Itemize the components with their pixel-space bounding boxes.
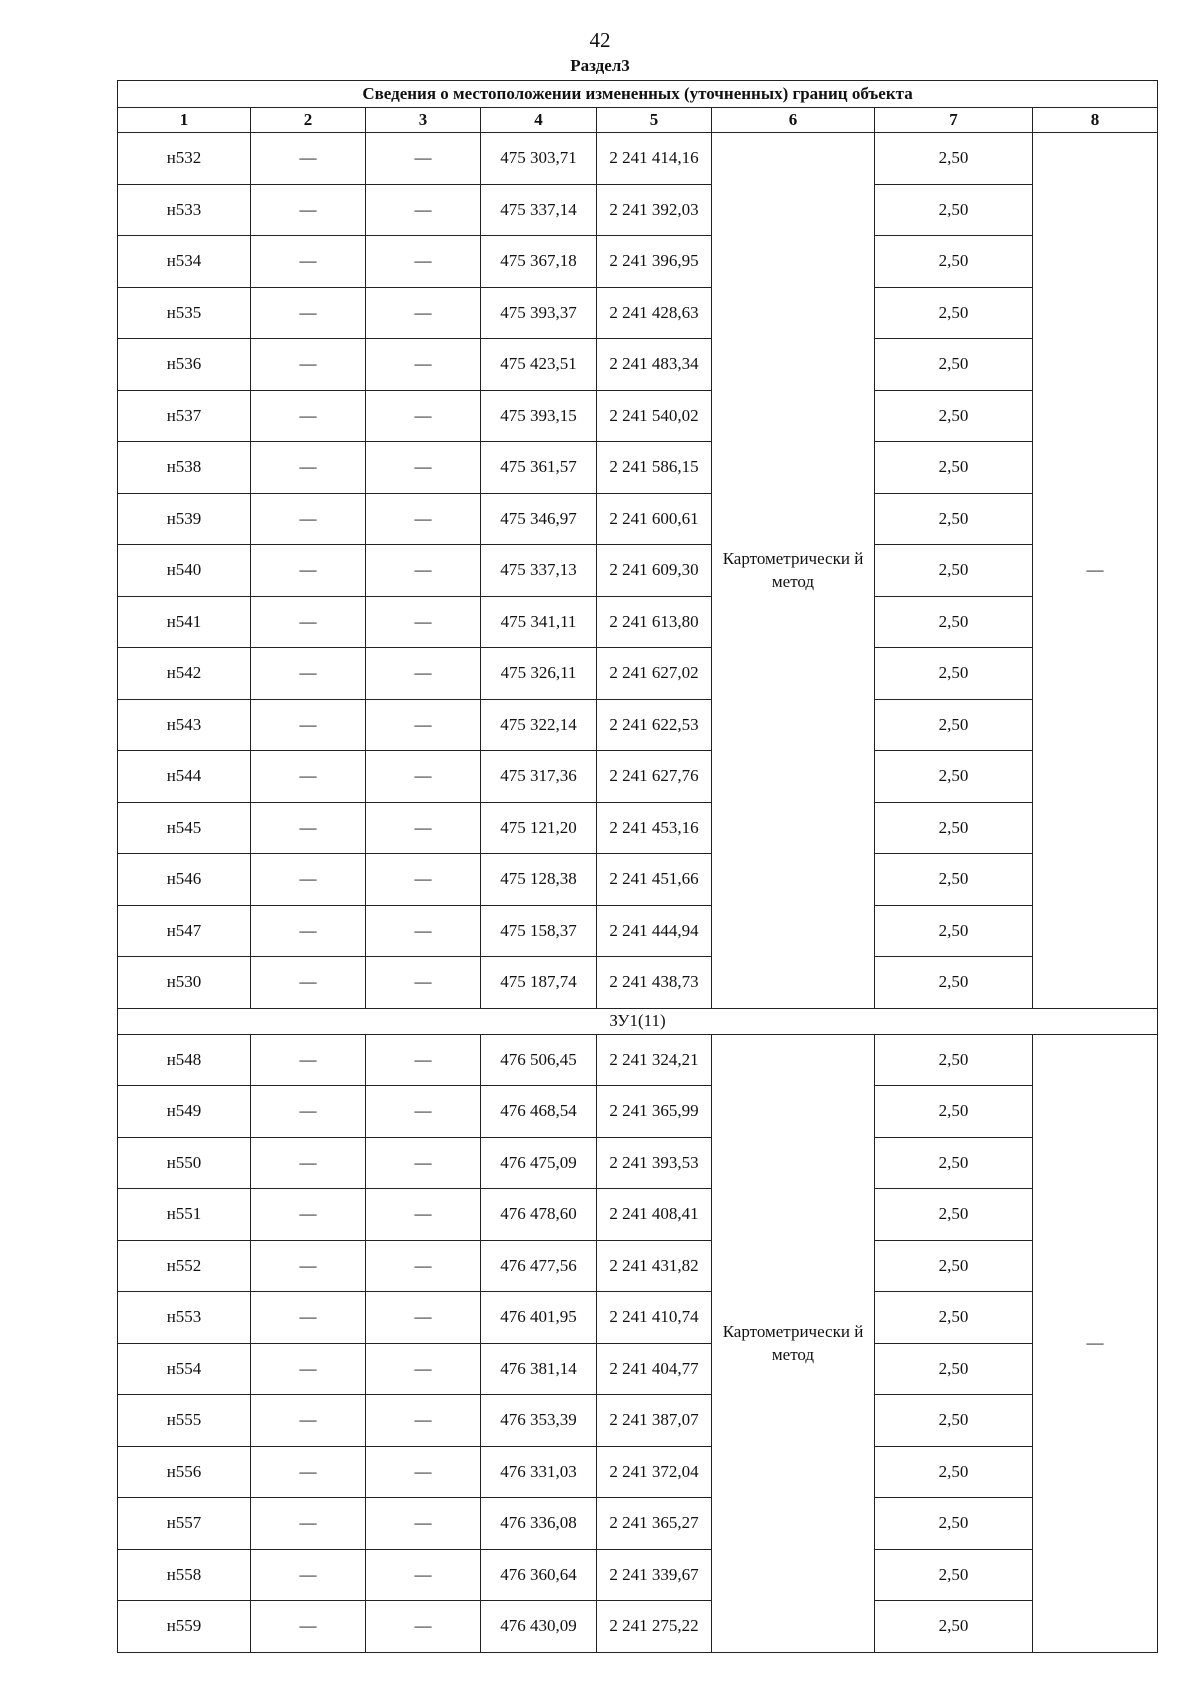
accuracy-cell: 2,50 [875, 390, 1033, 442]
y-coordinate-cell: 2 241 483,34 [597, 339, 712, 391]
x-coordinate-cell: 475 341,11 [481, 596, 597, 648]
point-cell: н544 [118, 751, 251, 803]
table-row [118, 1240, 1158, 1292]
column-number: 2 [251, 108, 366, 133]
column-2-cell: — [251, 1601, 366, 1653]
accuracy-cell: 2,50 [875, 596, 1033, 648]
table-row [118, 596, 1158, 648]
y-coordinate-cell: 2 241 339,67 [597, 1549, 712, 1601]
column-3-cell: — [366, 1343, 481, 1395]
table-row [118, 1086, 1158, 1138]
table-row [118, 1292, 1158, 1344]
x-coordinate-cell: 475 187,74 [481, 957, 597, 1009]
column-2-cell: — [251, 1446, 366, 1498]
point-cell: н557 [118, 1498, 251, 1550]
y-coordinate-cell: 2 241 627,76 [597, 751, 712, 803]
x-coordinate-cell: 475 337,14 [481, 184, 597, 236]
column-3-cell: — [366, 545, 481, 597]
table-row [118, 184, 1158, 236]
column-3-cell: — [366, 854, 481, 906]
x-coordinate-cell: 476 478,60 [481, 1189, 597, 1241]
column-2-cell: — [251, 854, 366, 906]
x-coordinate-cell: 475 423,51 [481, 339, 597, 391]
column-2-cell: — [251, 493, 366, 545]
table-row [118, 133, 1158, 185]
column-3-cell: — [366, 802, 481, 854]
column-3-cell: — [366, 1240, 481, 1292]
column-3-cell: — [366, 957, 481, 1009]
column-number-row [118, 108, 1158, 133]
column-2-cell: — [251, 1137, 366, 1189]
point-cell: н546 [118, 854, 251, 906]
point-cell: н536 [118, 339, 251, 391]
table-row [118, 493, 1158, 545]
column-2-cell: — [251, 1292, 366, 1344]
column-3-cell: — [366, 1137, 481, 1189]
column-2-cell: — [251, 648, 366, 700]
accuracy-cell: 2,50 [875, 184, 1033, 236]
point-cell: н556 [118, 1446, 251, 1498]
x-coordinate-cell: 476 401,95 [481, 1292, 597, 1344]
column-2-cell: — [251, 1034, 366, 1086]
x-coordinate-cell: 476 381,14 [481, 1343, 597, 1395]
accuracy-cell: 2,50 [875, 854, 1033, 906]
column-number: 7 [875, 108, 1033, 133]
y-coordinate-cell: 2 241 540,02 [597, 390, 712, 442]
column-2-cell: — [251, 442, 366, 494]
accuracy-cell: 2,50 [875, 699, 1033, 751]
x-coordinate-cell: 476 336,08 [481, 1498, 597, 1550]
table-title: Сведения о местоположении измененных (уточненных) границ объекта [118, 81, 1158, 108]
column-2-cell: — [251, 287, 366, 339]
column-2-cell: — [251, 339, 366, 391]
column-2-cell: — [251, 905, 366, 957]
y-coordinate-cell: 2 241 408,41 [597, 1189, 712, 1241]
accuracy-cell: 2,50 [875, 339, 1033, 391]
x-coordinate-cell: 476 468,54 [481, 1086, 597, 1138]
table-row [118, 1601, 1158, 1653]
accuracy-cell: 2,50 [875, 751, 1033, 803]
column-3-cell: — [366, 699, 481, 751]
column-3-cell: — [366, 287, 481, 339]
accuracy-cell: 2,50 [875, 442, 1033, 494]
x-coordinate-cell: 475 337,13 [481, 545, 597, 597]
point-cell: н539 [118, 493, 251, 545]
y-coordinate-cell: 2 241 365,99 [597, 1086, 712, 1138]
table-row [118, 854, 1158, 906]
column-number: 4 [481, 108, 597, 133]
point-cell: н550 [118, 1137, 251, 1189]
column-3-cell: — [366, 493, 481, 545]
column-3-cell: — [366, 236, 481, 288]
column-3-cell: — [366, 133, 481, 185]
x-coordinate-cell: 475 393,37 [481, 287, 597, 339]
column-3-cell: — [366, 1446, 481, 1498]
column-3-cell: — [366, 1395, 481, 1447]
table-row [118, 957, 1158, 1009]
x-coordinate-cell: 475 322,14 [481, 699, 597, 751]
y-coordinate-cell: 2 241 613,80 [597, 596, 712, 648]
x-coordinate-cell: 476 430,09 [481, 1601, 597, 1653]
y-coordinate-cell: 2 241 451,66 [597, 854, 712, 906]
method-cell: Картометрически й метод [712, 133, 875, 1009]
column-8-cell: — [1033, 1034, 1158, 1652]
accuracy-cell: 2,50 [875, 1292, 1033, 1344]
column-3-cell: — [366, 442, 481, 494]
table-row [118, 390, 1158, 442]
y-coordinate-cell: 2 241 404,77 [597, 1343, 712, 1395]
y-coordinate-cell: 2 241 275,22 [597, 1601, 712, 1653]
point-cell: н545 [118, 802, 251, 854]
table-row [118, 802, 1158, 854]
column-2-cell: — [251, 545, 366, 597]
table-row [118, 699, 1158, 751]
column-8-cell: — [1033, 133, 1158, 1009]
table-row [118, 1189, 1158, 1241]
x-coordinate-cell: 476 506,45 [481, 1034, 597, 1086]
accuracy-cell: 2,50 [875, 1343, 1033, 1395]
point-cell: н537 [118, 390, 251, 442]
table-row [118, 1395, 1158, 1447]
table-row [118, 1498, 1158, 1550]
accuracy-cell: 2,50 [875, 1137, 1033, 1189]
column-3-cell: — [366, 751, 481, 803]
column-2-cell: — [251, 1240, 366, 1292]
column-3-cell: — [366, 339, 481, 391]
table-row [118, 339, 1158, 391]
column-2-cell: — [251, 184, 366, 236]
column-2-cell: — [251, 236, 366, 288]
column-2-cell: — [251, 390, 366, 442]
accuracy-cell: 2,50 [875, 287, 1033, 339]
x-coordinate-cell: 476 353,39 [481, 1395, 597, 1447]
x-coordinate-cell: 476 331,03 [481, 1446, 597, 1498]
point-cell: н535 [118, 287, 251, 339]
page-number: 42 [589, 28, 611, 52]
column-2-cell: — [251, 1086, 366, 1138]
x-coordinate-cell: 475 367,18 [481, 236, 597, 288]
accuracy-cell: 2,50 [875, 1498, 1033, 1550]
y-coordinate-cell: 2 241 431,82 [597, 1240, 712, 1292]
column-number: 6 [712, 108, 875, 133]
point-cell: н552 [118, 1240, 251, 1292]
x-coordinate-cell: 475 361,57 [481, 442, 597, 494]
x-coordinate-cell: 475 317,36 [481, 751, 597, 803]
accuracy-cell: 2,50 [875, 236, 1033, 288]
table-row [118, 1343, 1158, 1395]
x-coordinate-cell: 475 303,71 [481, 133, 597, 185]
y-coordinate-cell: 2 241 410,74 [597, 1292, 712, 1344]
y-coordinate-cell: 2 241 428,63 [597, 287, 712, 339]
y-coordinate-cell: 2 241 444,94 [597, 905, 712, 957]
y-coordinate-cell: 2 241 324,21 [597, 1034, 712, 1086]
y-coordinate-cell: 2 241 438,73 [597, 957, 712, 1009]
point-cell: н541 [118, 596, 251, 648]
y-coordinate-cell: 2 241 392,03 [597, 184, 712, 236]
group-label: ЗУ1(11) [118, 1008, 1158, 1034]
column-3-cell: — [366, 1498, 481, 1550]
accuracy-cell: 2,50 [875, 133, 1033, 185]
x-coordinate-cell: 476 475,09 [481, 1137, 597, 1189]
column-2-cell: — [251, 1549, 366, 1601]
point-cell: н558 [118, 1549, 251, 1601]
boundary-coordinates-table [117, 80, 1158, 1653]
column-3-cell: — [366, 1549, 481, 1601]
column-2-cell: — [251, 699, 366, 751]
y-coordinate-cell: 2 241 387,07 [597, 1395, 712, 1447]
table-row [118, 236, 1158, 288]
section-title: Раздел3 [570, 56, 630, 75]
accuracy-cell: 2,50 [875, 545, 1033, 597]
x-coordinate-cell: 476 477,56 [481, 1240, 597, 1292]
column-3-cell: — [366, 390, 481, 442]
x-coordinate-cell: 475 121,20 [481, 802, 597, 854]
column-3-cell: — [366, 905, 481, 957]
accuracy-cell: 2,50 [875, 1086, 1033, 1138]
point-cell: н533 [118, 184, 251, 236]
column-number: 1 [118, 108, 251, 133]
point-cell: н540 [118, 545, 251, 597]
column-2-cell: — [251, 1395, 366, 1447]
column-2-cell: — [251, 1498, 366, 1550]
column-3-cell: — [366, 596, 481, 648]
accuracy-cell: 2,50 [875, 1601, 1033, 1653]
table-row [118, 905, 1158, 957]
method-cell: Картометрически й метод [712, 1034, 875, 1652]
group-label-row [118, 1008, 1158, 1034]
point-cell: н547 [118, 905, 251, 957]
column-3-cell: — [366, 1292, 481, 1344]
point-cell: н553 [118, 1292, 251, 1344]
x-coordinate-cell: 475 393,15 [481, 390, 597, 442]
column-2-cell: — [251, 1343, 366, 1395]
table-row [118, 545, 1158, 597]
column-2-cell: — [251, 133, 366, 185]
table-row [118, 287, 1158, 339]
table-row [118, 1446, 1158, 1498]
column-2-cell: — [251, 596, 366, 648]
y-coordinate-cell: 2 241 396,95 [597, 236, 712, 288]
x-coordinate-cell: 475 346,97 [481, 493, 597, 545]
column-2-cell: — [251, 751, 366, 803]
point-cell: н534 [118, 236, 251, 288]
table-row [118, 1034, 1158, 1086]
column-number: 8 [1033, 108, 1158, 133]
accuracy-cell: 2,50 [875, 1549, 1033, 1601]
accuracy-cell: 2,50 [875, 648, 1033, 700]
accuracy-cell: 2,50 [875, 905, 1033, 957]
column-3-cell: — [366, 648, 481, 700]
x-coordinate-cell: 475 158,37 [481, 905, 597, 957]
y-coordinate-cell: 2 241 453,16 [597, 802, 712, 854]
column-3-cell: — [366, 1601, 481, 1653]
column-3-cell: — [366, 1189, 481, 1241]
column-3-cell: — [366, 184, 481, 236]
point-cell: н549 [118, 1086, 251, 1138]
point-cell: н554 [118, 1343, 251, 1395]
y-coordinate-cell: 2 241 627,02 [597, 648, 712, 700]
column-2-cell: — [251, 1189, 366, 1241]
point-cell: н548 [118, 1034, 251, 1086]
table-row [118, 648, 1158, 700]
y-coordinate-cell: 2 241 372,04 [597, 1446, 712, 1498]
table-row [118, 1549, 1158, 1601]
y-coordinate-cell: 2 241 414,16 [597, 133, 712, 185]
y-coordinate-cell: 2 241 600,61 [597, 493, 712, 545]
y-coordinate-cell: 2 241 609,30 [597, 545, 712, 597]
y-coordinate-cell: 2 241 622,53 [597, 699, 712, 751]
x-coordinate-cell: 475 326,11 [481, 648, 597, 700]
table-row [118, 1137, 1158, 1189]
accuracy-cell: 2,50 [875, 1446, 1033, 1498]
point-cell: н538 [118, 442, 251, 494]
point-cell: н551 [118, 1189, 251, 1241]
point-cell: н559 [118, 1601, 251, 1653]
accuracy-cell: 2,50 [875, 1240, 1033, 1292]
x-coordinate-cell: 475 128,38 [481, 854, 597, 906]
point-cell: н532 [118, 133, 251, 185]
accuracy-cell: 2,50 [875, 1034, 1033, 1086]
x-coordinate-cell: 476 360,64 [481, 1549, 597, 1601]
point-cell: н543 [118, 699, 251, 751]
y-coordinate-cell: 2 241 393,53 [597, 1137, 712, 1189]
point-cell: н555 [118, 1395, 251, 1447]
table-row [118, 751, 1158, 803]
accuracy-cell: 2,50 [875, 957, 1033, 1009]
point-cell: н542 [118, 648, 251, 700]
column-number: 3 [366, 108, 481, 133]
table-row [118, 442, 1158, 494]
column-2-cell: — [251, 957, 366, 1009]
column-number: 5 [597, 108, 712, 133]
point-cell: н530 [118, 957, 251, 1009]
column-3-cell: — [366, 1034, 481, 1086]
column-2-cell: — [251, 802, 366, 854]
accuracy-cell: 2,50 [875, 802, 1033, 854]
column-3-cell: — [366, 1086, 481, 1138]
y-coordinate-cell: 2 241 586,15 [597, 442, 712, 494]
y-coordinate-cell: 2 241 365,27 [597, 1498, 712, 1550]
accuracy-cell: 2,50 [875, 1189, 1033, 1241]
accuracy-cell: 2,50 [875, 493, 1033, 545]
accuracy-cell: 2,50 [875, 1395, 1033, 1447]
